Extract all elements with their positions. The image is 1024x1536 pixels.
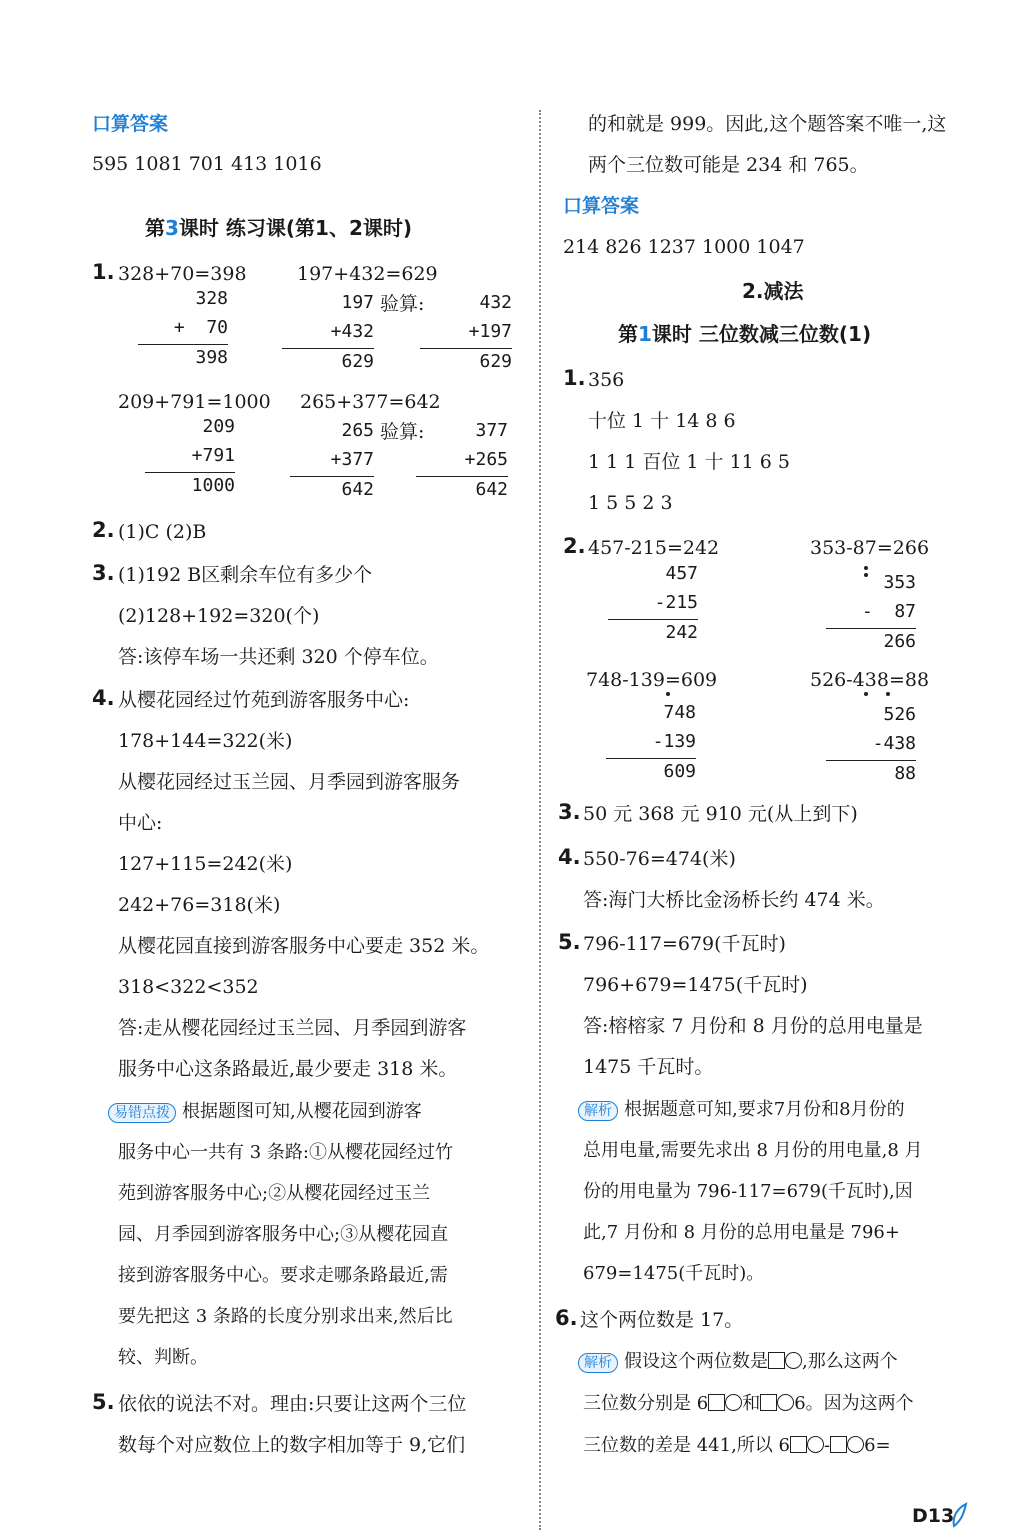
analysis-tag-2: 解析 bbox=[578, 1353, 618, 1373]
q2-eq2: 353-87=266 bbox=[810, 537, 930, 559]
circle-box bbox=[785, 1352, 802, 1369]
analysis-2-line: 三位数的差是 441,所以 6 - 6= bbox=[583, 1435, 891, 1456]
kousuan-values-right: 214 826 1237 1000 1047 bbox=[563, 236, 805, 258]
q3-line-b: (2)128+192=320(个) bbox=[118, 605, 320, 627]
q2-eq4: 526-438=88 bbox=[810, 669, 930, 691]
q5-line: 数每个对应数位上的数字相加等于 9,它们 bbox=[118, 1434, 466, 1456]
q4-line: 从樱花园经过竹苑到游客服务中心: bbox=[118, 689, 410, 711]
q3-answer-right: 50 元 368 元 910 元(从上到下) bbox=[583, 803, 858, 825]
kousuan-values-left: 595 1081 701 413 1016 bbox=[92, 153, 322, 175]
q5-line: 796-117=679(千瓦时) bbox=[583, 933, 786, 955]
analysis-tag-1: 解析 bbox=[578, 1101, 618, 1121]
q1-eq1: 328+70=398 bbox=[118, 263, 247, 285]
tip-block-line: 易错点拨 根据题图可知,从樱花园到游客 bbox=[108, 1100, 422, 1124]
q2-number-right: 2. bbox=[563, 534, 586, 558]
q4-line: 242+76=318(米) bbox=[118, 894, 281, 916]
lesson1-title: 第1课时 三位数减三位数(1) bbox=[618, 322, 872, 346]
column-divider bbox=[539, 110, 541, 1530]
analysis-1-line: 679=1475(千瓦时)。 bbox=[583, 1263, 765, 1284]
q4-number-right: 4. bbox=[558, 845, 581, 869]
tip-line: 服务中心一共有 3 条路:①从樱花园经过竹 bbox=[118, 1142, 453, 1163]
circle-box bbox=[725, 1394, 742, 1411]
square-box bbox=[708, 1394, 725, 1411]
q1-line-d: 1 5 5 2 3 bbox=[588, 492, 673, 514]
square-box bbox=[790, 1436, 807, 1453]
circle-box bbox=[807, 1436, 824, 1453]
q1-number-left: 1. bbox=[92, 260, 115, 284]
q1-eq2: 197+432=629 bbox=[297, 263, 438, 285]
tip-line: 苑到游客服务中心;②从樱花园经过玉兰 bbox=[118, 1183, 431, 1204]
q4-number-left: 4. bbox=[92, 686, 115, 710]
tip-line: 较、判断。 bbox=[118, 1347, 208, 1368]
q4-line: 178+144=322(米) bbox=[118, 730, 293, 752]
q4-line-b: 答:海门大桥比金汤桥长约 474 米。 bbox=[583, 889, 885, 911]
q1-line-b: 十位 1 十 14 8 6 bbox=[588, 410, 736, 432]
q2-eq3: 748-139=609 bbox=[586, 669, 718, 691]
q5-line: 答:榕榕家 7 月份和 8 月份的总用电量是 bbox=[583, 1015, 923, 1037]
q5-number-left: 5. bbox=[92, 1390, 115, 1414]
q1-line-a: 356 bbox=[588, 369, 625, 391]
tip-line: 接到游客服务中心。要求走哪条路最近,需 bbox=[118, 1265, 448, 1286]
q1-number-right: 1. bbox=[563, 366, 586, 390]
q1-eq3: 209+791=1000 bbox=[118, 391, 271, 413]
q2-eq1: 457-215=242 bbox=[588, 537, 720, 559]
q2-answer-left: (1)C (2)B bbox=[118, 521, 207, 543]
continuation-line: 的和就是 999。因此,这个题答案不唯一,这 bbox=[588, 113, 947, 135]
analysis-1-first-line: 解析 根据题意可知,要求7月份和8月份的 bbox=[578, 1098, 905, 1122]
circle-box bbox=[847, 1436, 864, 1453]
vertical-calc-2: 197 +432 629 bbox=[282, 290, 374, 376]
q3-line-c: 答:该停车场一共还剩 320 个停车位。 bbox=[118, 646, 439, 668]
circle-box bbox=[777, 1394, 794, 1411]
q5-number-right: 5. bbox=[558, 930, 581, 954]
q1-line-c: 1 1 1 百位 1 十 11 6 5 bbox=[588, 451, 791, 473]
square-box bbox=[760, 1394, 777, 1411]
tip-line: 要先把这 3 条路的长度分别求出来,然后比 bbox=[118, 1306, 453, 1327]
square-box bbox=[768, 1352, 785, 1369]
q3-number-left: 3. bbox=[92, 561, 115, 585]
tip-tag: 易错点拨 bbox=[108, 1103, 176, 1123]
q4-line-a: 550-76=474(米) bbox=[583, 848, 736, 870]
q6-number-right: 6. bbox=[555, 1306, 578, 1330]
sub-calc-4: 526 -438 88 bbox=[826, 702, 916, 788]
sub-calc-3: 748 -139 609 bbox=[606, 700, 696, 786]
vertical-calc-3: 432 +197 629 bbox=[420, 290, 512, 376]
q6-answer: 这个两位数是 17。 bbox=[580, 1309, 744, 1331]
vertical-calc-6: 377 +265 642 bbox=[416, 418, 508, 504]
sub-calc-1: 457 -215 242 bbox=[608, 561, 698, 647]
q3-number-right: 3. bbox=[558, 800, 581, 824]
continuation-line: 两个三位数可能是 234 和 765。 bbox=[588, 154, 869, 176]
q5-line: 依依的说法不对。理由:只要让这两个三位 bbox=[118, 1393, 467, 1415]
section-title: 2.减法 bbox=[742, 279, 804, 303]
q4-line: 中心: bbox=[118, 812, 163, 834]
vertical-calc-1: 328 + 70 398 bbox=[138, 286, 228, 372]
q1-eq4: 265+377=642 bbox=[300, 391, 441, 413]
analysis-1-line: 总用电量,需要先求出 8 月份的用电量,8 月 bbox=[583, 1140, 923, 1161]
q4-line: 从樱花园经过玉兰园、月季园到游客服务 bbox=[118, 771, 461, 793]
q2-number-left: 2. bbox=[92, 518, 115, 542]
q3-line-a: (1)192 B区剩余车位有多少个 bbox=[118, 564, 373, 586]
vertical-calc-5: 265 +377 642 bbox=[290, 418, 374, 504]
page-number: D13 bbox=[912, 1505, 955, 1527]
kousuan-title-right: 口算答案 bbox=[563, 195, 640, 217]
square-box bbox=[830, 1436, 847, 1453]
verify-label-2: 验算: bbox=[380, 421, 425, 443]
leaf-icon bbox=[950, 1502, 970, 1528]
analysis-2-line: 三位数分别是 6 和 6。因为这两个 bbox=[583, 1393, 914, 1414]
q5-line: 1475 千瓦时。 bbox=[583, 1056, 714, 1078]
q4-line: 127+115=242(米) bbox=[118, 853, 293, 875]
q5-line: 796+679=1475(千瓦时) bbox=[583, 974, 808, 996]
vertical-calc-4: 209 +791 1000 bbox=[145, 414, 235, 500]
verify-label-1: 验算: bbox=[380, 293, 425, 315]
kousuan-title-left: 口算答案 bbox=[92, 113, 169, 135]
analysis-1-line: 此,7 月份和 8 月份的总用电量是 796+ bbox=[583, 1222, 900, 1243]
q4-line: 318<322<352 bbox=[118, 976, 259, 998]
tip-line: 园、月季园到游客服务中心;③从樱花园直 bbox=[118, 1224, 449, 1245]
q4-line: 从樱花园直接到游客服务中心要走 352 米。 bbox=[118, 935, 490, 957]
sub-calc-2: 353 - 87 266 bbox=[826, 570, 916, 656]
analysis-1-line: 份的用电量为 796-117=679(千瓦时),因 bbox=[583, 1181, 913, 1202]
q4-line: 答:走从樱花园经过玉兰园、月季园到游客 bbox=[118, 1017, 467, 1039]
analysis-2-line: 解析 假设这个两位数是 ,那么这两个 bbox=[578, 1350, 898, 1374]
lesson3-title: 第3课时 练习课(第1、2课时) bbox=[145, 216, 412, 240]
q4-line: 服务中心这条路最近,最少要走 318 米。 bbox=[118, 1058, 458, 1080]
